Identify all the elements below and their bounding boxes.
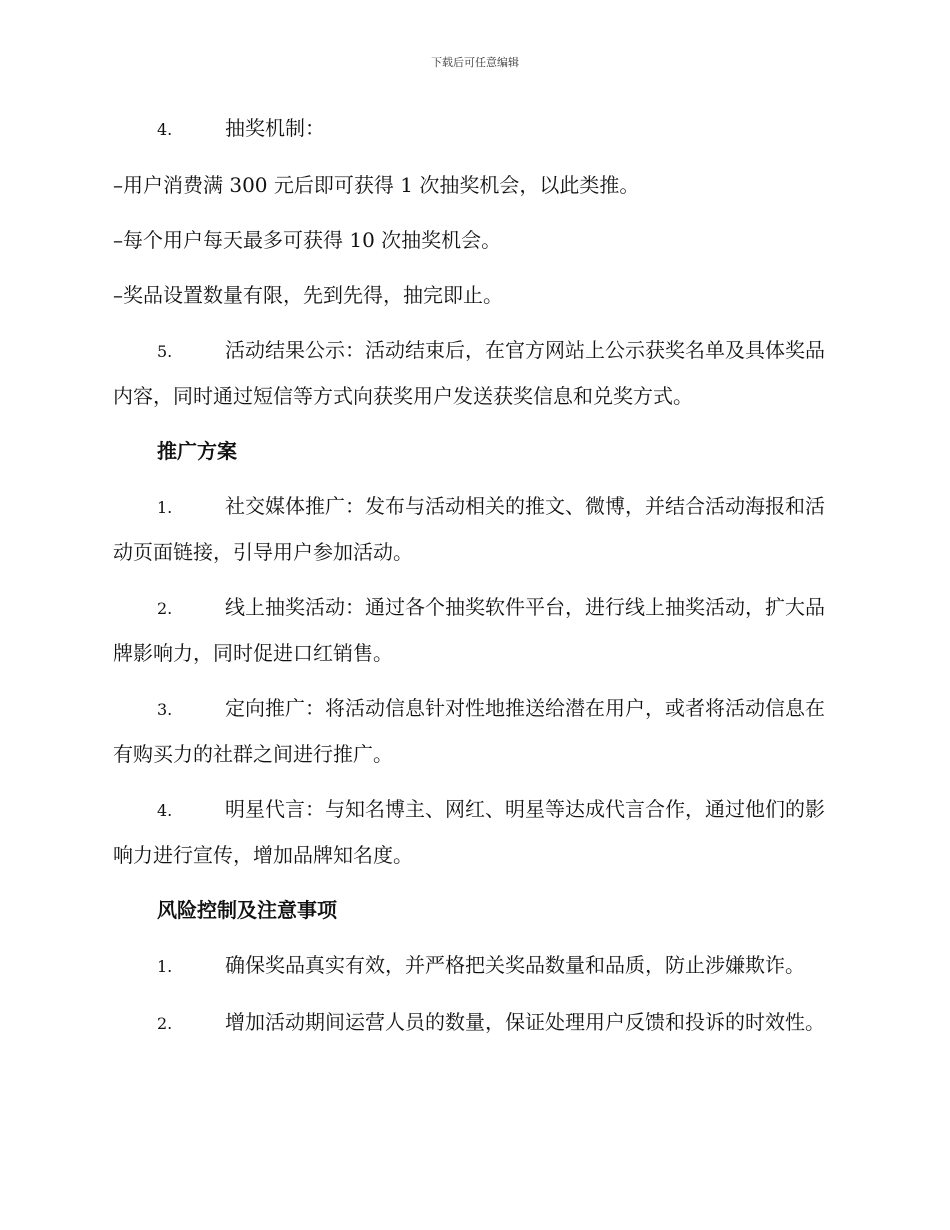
- results-item: [113, 328, 833, 418]
- promotion-item: [113, 686, 833, 776]
- section-heading-risk: 风险控制及注意事项: [157, 898, 337, 922]
- item-number: 1.: [157, 957, 173, 976]
- item-number: 4.: [157, 801, 173, 820]
- item-text: 线上抽奖活动：通过各个抽奖软件平台，进行线上抽奖活动，扩大品牌影响力，同时促进口红销售。: [113, 595, 825, 665]
- lottery-mechanism-item: [113, 106, 833, 152]
- section-heading-promotion: 推广方案: [157, 439, 237, 463]
- page-header: 下载后可任意编辑: [431, 56, 519, 69]
- lottery-rule: –每个用户每天最多可获得 10 次抽奖机会。: [113, 228, 502, 252]
- lottery-rule: –用户消费满 300 元后即可获得 1 次抽奖机会，以此类推。: [113, 173, 640, 197]
- item-number: 3.: [157, 700, 173, 719]
- item-text: 增加活动期间运营人员的数量，保证处理用户反馈和投诉的时效性。: [225, 1010, 825, 1034]
- risk-item: [113, 943, 833, 989]
- item-number: 2.: [157, 599, 173, 618]
- risk-item: [113, 1000, 833, 1046]
- promotion-item: [113, 484, 833, 574]
- item-number: 5.: [157, 342, 173, 361]
- item-text: 活动结果公示：活动结束后，在官方网站上公示获奖名单及具体奖品内容，同时通过短信等方式向获奖用户发送获奖信息和兑奖方式。: [113, 338, 825, 408]
- promotion-item: [113, 787, 833, 877]
- document-body: [113, 106, 833, 1046]
- item-number: 2.: [157, 1014, 173, 1033]
- item-number: 4.: [157, 120, 173, 139]
- item-text: 明星代言：与知名博主、网红、明星等达成代言合作，通过他们的影响力进行宣传，增加品牌知名度。: [113, 797, 825, 867]
- item-number: 1.: [157, 498, 173, 517]
- lottery-rule: –奖品设置数量有限，先到先得，抽完即止。: [113, 283, 503, 307]
- promotion-item: [113, 585, 833, 675]
- item-text: 社交媒体推广：发布与活动相关的推文、微博，并结合活动海报和活动页面链接，引导用户参加活动。: [113, 494, 825, 564]
- item-text: 抽奖机制：: [225, 116, 325, 140]
- item-text: 定向推广：将活动信息针对性地推送给潜在用户，或者将活动信息在有购买力的社群之间进行推广。: [113, 696, 825, 766]
- item-text: 确保奖品真实有效，并严格把关奖品数量和品质，防止涉嫌欺诈。: [225, 953, 805, 977]
